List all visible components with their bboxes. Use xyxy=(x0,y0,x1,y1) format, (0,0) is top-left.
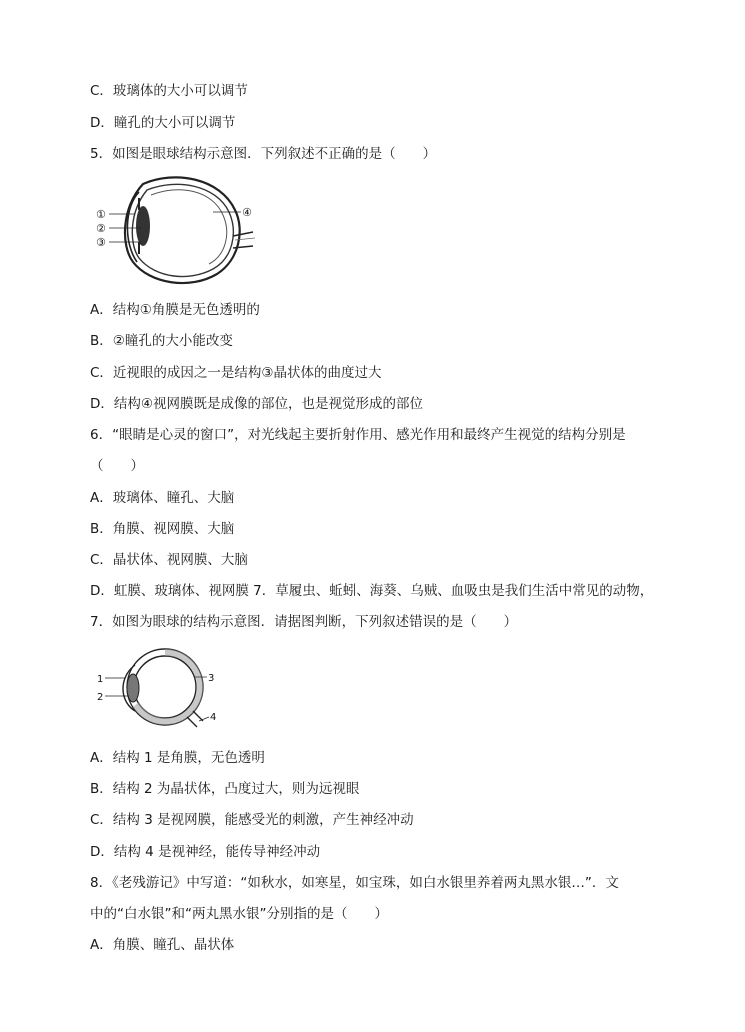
q7-option-d: D．结构 4 是视神经，能传导神经冲动 xyxy=(90,844,321,860)
q5-label-1: ① xyxy=(96,208,106,221)
q5-stem: 5．如图是眼球结构示意图．下列叙述不正确的是（ ） xyxy=(90,146,437,162)
q7-label-1: 1 xyxy=(97,674,104,685)
q7-option-a: A．结构 1 是角膜，无色透明 xyxy=(90,750,265,766)
q7-lens xyxy=(127,674,139,702)
q8-stem-line2: 中的“白水银”和“两丸黑水银”分别指的是（ ） xyxy=(90,906,388,922)
q7-label-3: 3 xyxy=(208,673,215,684)
q5-option-c: C．近视眼的成因之一是结构③晶状体的曲度过大 xyxy=(90,365,382,381)
q5-label-4: ④ xyxy=(242,206,252,219)
q5-label-2: ② xyxy=(96,222,106,235)
q8-option-a: A．角膜、瞳孔、晶状体 xyxy=(90,937,235,953)
q7-label-2: 2 xyxy=(97,692,104,703)
q5-label-3: ③ xyxy=(96,236,106,249)
q6-option-d: D．虹膜、玻璃体、视网膜 7．草履虫、蚯蚓、海葵、乌贼、血吸虫是我们生活中常见的动物， xyxy=(90,583,654,599)
q7-label-4: 4 xyxy=(210,712,217,723)
q8-stem-line1: 8．《老残游记》中写道：“如秋水，如寒星，如宝珠，如白水银里养着两丸黑水银…”．文 xyxy=(90,875,619,891)
q7-option-c: C．结构 3 是视网膜，能感受光的刺激，产生神经冲动 xyxy=(90,812,414,828)
q7-stem: 7．如图为眼球的结构示意图．请据图判断，下列叙述错误的是（ ） xyxy=(90,614,518,630)
q6-option-c: C．晶状体、视网膜、大脑 xyxy=(90,552,248,568)
q5-retina xyxy=(151,190,227,264)
q6-option-a: A．玻璃体、瞳孔、大脑 xyxy=(90,490,235,506)
q5-option-a: A．结构①角膜是无色透明的 xyxy=(90,302,260,318)
q5-eye-diagram xyxy=(95,170,260,288)
q7-option-b: B．结构 2 为晶状体，凸度过大，则为远视眼 xyxy=(90,781,360,797)
q4-option-d: D．瞳孔的大小可以调节 xyxy=(90,115,236,131)
q5-option-b: B．②瞳孔的大小能改变 xyxy=(90,333,233,349)
q6-option-b: B．角膜、视网膜、大脑 xyxy=(90,521,235,537)
q6-paren: （ ） xyxy=(90,458,144,474)
q5-option-d: D．结构④视网膜既是成像的部位，也是视觉形成的部位 xyxy=(90,396,423,412)
q4-option-c: C．玻璃体的大小可以调节 xyxy=(90,83,248,99)
q5-lens xyxy=(136,206,150,246)
q7-eye-diagram xyxy=(95,645,225,733)
q6-stem: 6．“眼睛是心灵的窗口”，对光线起主要折射作用、感光作用和最终产生视觉的结构分别是 xyxy=(90,427,626,443)
